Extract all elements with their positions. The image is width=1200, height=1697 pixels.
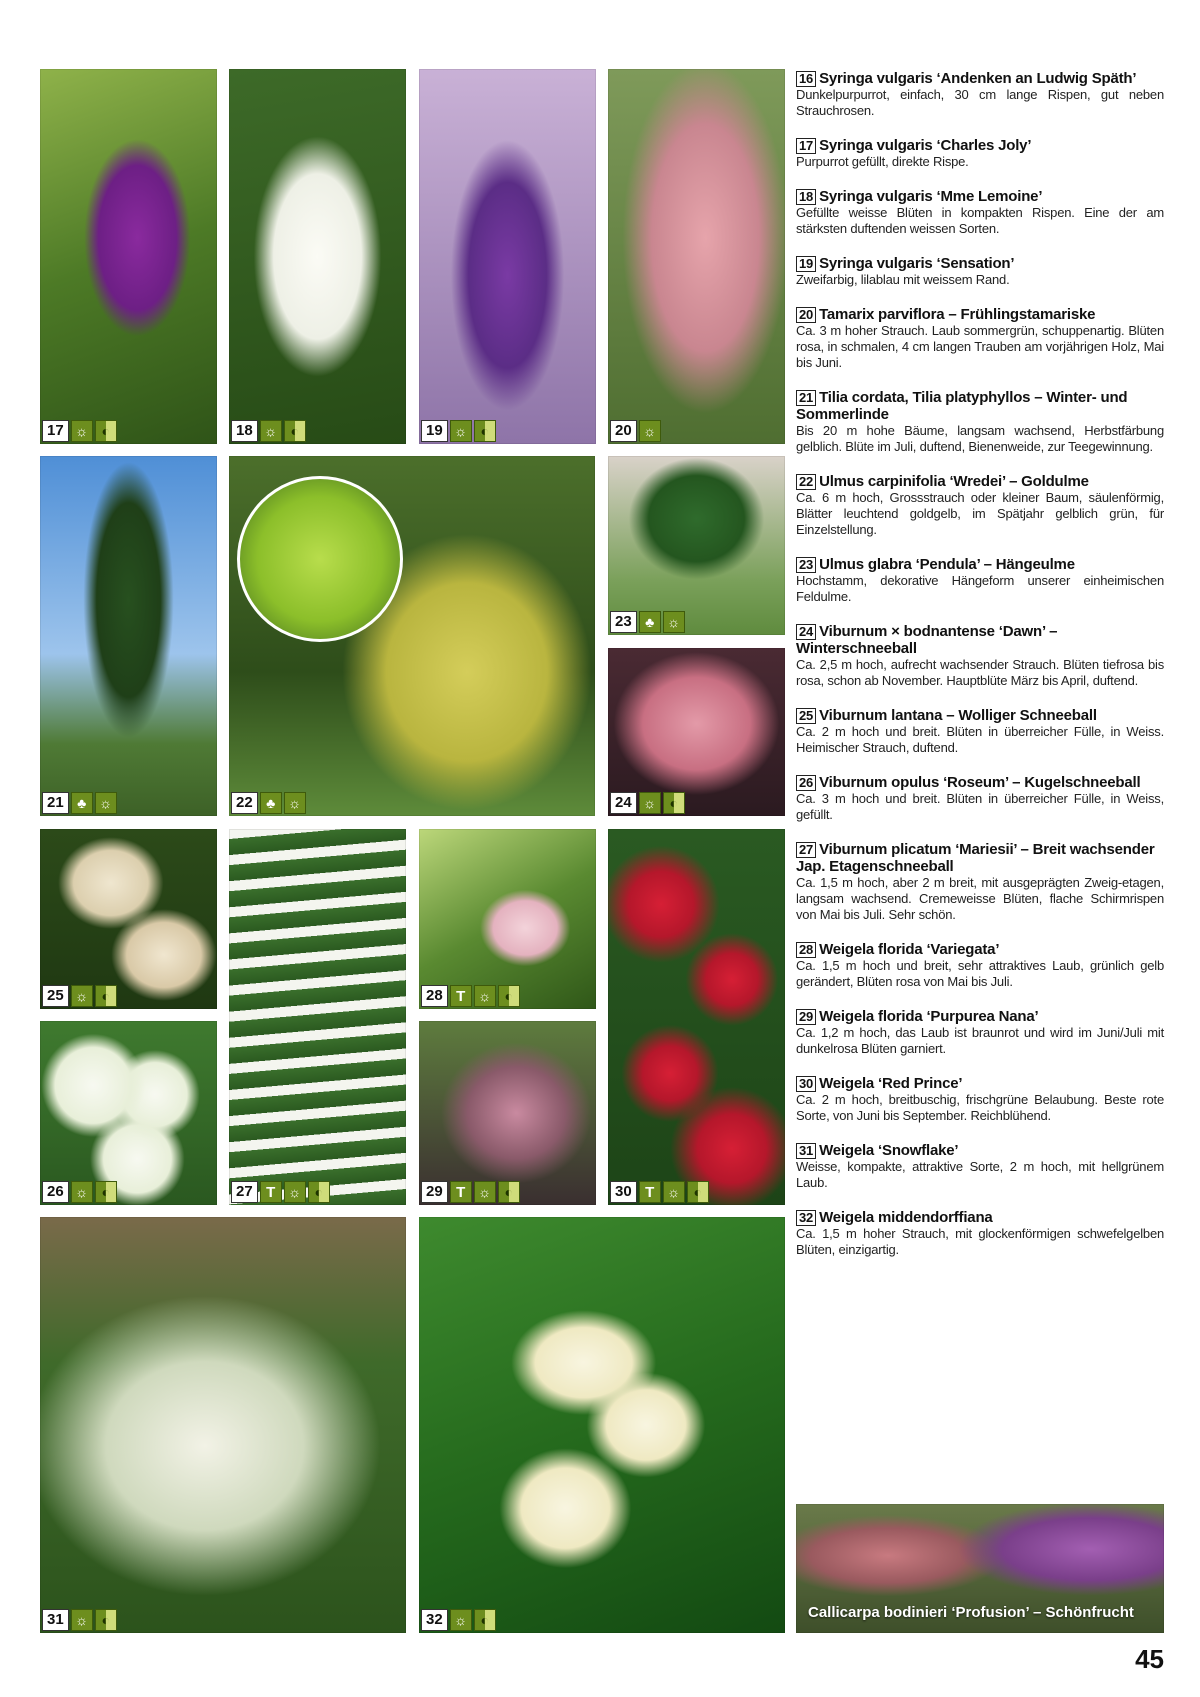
badge-group	[419, 983, 522, 1009]
badge-group	[229, 790, 308, 816]
plant-description: Gefüllte weisse Blüten in kompakten Rispen. Eine der am stärksten duftenden weissen Sorten.	[796, 205, 1164, 236]
plant-name: Tamarix parviflora – Frühlingstamariske	[819, 306, 1096, 323]
plant-title	[796, 623, 1164, 657]
plant-description: Ca. 1,2 m hoch, das Laub ist braunrot und wird im Juni/Juli mit dunkelrosa Blüten garniert.	[796, 1025, 1164, 1056]
plant-name: Tilia cordata, Tilia platyphyllos – Winter- und Sommerlinde	[796, 389, 1128, 423]
plant-name: Viburnum opulus ‘Roseum’ – Kugelschneeball	[819, 774, 1141, 791]
photo-24	[608, 648, 785, 816]
plant-name: Syringa vulgaris ‘Andenken an Ludwig Späth’	[819, 70, 1137, 87]
plant-descriptions	[796, 70, 1164, 1276]
plant-title	[796, 137, 1164, 154]
plant-title	[796, 1209, 1164, 1226]
plant-title	[796, 941, 1164, 958]
badge-group	[608, 418, 663, 444]
plant-name: Viburnum lantana – Wolliger Schneeball	[819, 707, 1097, 724]
plant-name: Weigela middendorffiana	[819, 1209, 993, 1226]
badge-group	[608, 1179, 711, 1205]
tree-icon: ♣	[260, 792, 282, 814]
plant-number: 27	[796, 842, 816, 858]
photo-callicarpa	[796, 1504, 1164, 1633]
half-shade-icon: ◐	[498, 1181, 520, 1203]
plant-title	[796, 1075, 1164, 1092]
sun-icon: ☼	[71, 985, 93, 1007]
half-shade-icon: ◐	[474, 420, 496, 442]
plant-number: 17	[796, 138, 816, 154]
plant-description: Ca. 3 m hoher Strauch. Laub sommergrün, schuppenartig. Blüten rosa, in schmalen, 4 cm langen Trauben am vorjährigen Holz, Mai bis Juni.	[796, 323, 1164, 370]
plant-title	[796, 1142, 1164, 1159]
plant-title	[796, 70, 1164, 87]
plant-entry	[796, 1209, 1164, 1258]
plant-entry	[796, 774, 1164, 823]
plant-entry	[796, 1142, 1164, 1191]
badge-group	[419, 1607, 498, 1633]
badge-group	[419, 1179, 522, 1205]
sun-icon: ☼	[639, 420, 661, 442]
plant-name: Ulmus carpinifolia ‘Wredei’ – Goldulme	[819, 473, 1089, 490]
plant-description: Ca. 3 m hoch und breit. Blüten in überreicher Fülle, in Weiss, gefüllt.	[796, 791, 1164, 822]
plant-entry	[796, 1075, 1164, 1124]
photo-number: 18	[231, 420, 258, 442]
plant-title	[796, 473, 1164, 490]
plant-name: Ulmus glabra ‘Pendula’ – Hängeulme	[819, 556, 1075, 573]
plant-name: Weigela ‘Red Prince’	[819, 1075, 963, 1092]
sun-icon: ☼	[639, 792, 661, 814]
photo-31	[40, 1217, 406, 1633]
badge-group	[40, 983, 119, 1009]
photo-18	[229, 69, 406, 444]
t-icon: T	[639, 1181, 661, 1203]
badge-group	[608, 609, 687, 635]
photo-30	[608, 829, 785, 1205]
plant-name: Syringa vulgaris ‘Sensation’	[819, 255, 1015, 272]
plant-title	[796, 255, 1164, 272]
half-shade-icon: ◐	[498, 985, 520, 1007]
photo-caption: Callicarpa bodinieri ‘Profusion’ – Schönfrucht	[808, 1604, 1134, 1621]
plant-entry	[796, 389, 1164, 455]
badge-group	[40, 790, 119, 816]
plant-number: 18	[796, 189, 816, 205]
photo-19	[419, 69, 596, 444]
photo-17	[40, 69, 217, 444]
plant-title	[796, 1008, 1164, 1025]
photo-number: 28	[421, 985, 448, 1007]
half-shade-icon: ◐	[284, 420, 306, 442]
plant-description: Weisse, kompakte, attraktive Sorte, 2 m hoch, mit hellgrünem Laub.	[796, 1159, 1164, 1190]
plant-title	[796, 774, 1164, 791]
plant-description: Purpurrot gefüllt, direkte Rispe.	[796, 154, 969, 169]
plant-entry	[796, 623, 1164, 689]
plant-entry	[796, 188, 1164, 237]
plant-number: 30	[796, 1076, 816, 1092]
plant-number: 25	[796, 708, 816, 724]
badge-group	[608, 790, 687, 816]
plant-description: Ca. 2,5 m hoch, aufrecht wachsender Strauch. Blüten tiefrosa bis rosa, schon ab November. Hauptblüte März bis April, duftend.	[796, 657, 1164, 688]
photo-number: 22	[231, 792, 258, 814]
sun-icon: ☼	[474, 1181, 496, 1203]
photo-number: 20	[610, 420, 637, 442]
plant-number: 21	[796, 390, 816, 406]
photo-27	[229, 829, 406, 1205]
sun-icon: ☼	[474, 985, 496, 1007]
half-shade-icon: ◐	[687, 1181, 709, 1203]
tree-icon: ♣	[639, 611, 661, 633]
photo-20	[608, 69, 785, 444]
photo-22	[229, 456, 595, 816]
photo-number: 29	[421, 1181, 448, 1203]
half-shade-icon: ◐	[95, 985, 117, 1007]
photo-number: 19	[421, 420, 448, 442]
plant-name: Syringa vulgaris ‘Charles Joly’	[819, 137, 1032, 154]
photo-28	[419, 829, 596, 1009]
t-icon: T	[260, 1181, 282, 1203]
plant-entry	[796, 841, 1164, 923]
photo-number: 26	[42, 1181, 69, 1203]
photo-number: 23	[610, 611, 637, 633]
plant-description: Dunkelpurpurrot, einfach, 30 cm lange Rispen, gut neben Strauchrosen.	[796, 87, 1164, 118]
plant-entry	[796, 707, 1164, 756]
half-shade-icon: ◐	[474, 1609, 496, 1631]
plant-name: Weigela ‘Snowflake’	[819, 1142, 959, 1159]
plant-description: Ca. 2 m hoch, breitbuschig, frischgrüne Belaubung. Beste rote Sorte, von Juni bis September. Reichblühend.	[796, 1092, 1164, 1123]
badge-group	[419, 418, 498, 444]
sun-icon: ☼	[284, 1181, 306, 1203]
plant-name: Syringa vulgaris ‘Mme Lemoine’	[819, 188, 1043, 205]
plant-title	[796, 389, 1164, 423]
plant-description: Ca. 2 m hoch und breit. Blüten in überreicher Fülle, in Weiss. Heimischer Strauch, duftend.	[796, 724, 1164, 755]
badge-group	[40, 1607, 119, 1633]
tree-icon: ♣	[71, 792, 93, 814]
plant-number: 28	[796, 942, 816, 958]
sun-icon: ☼	[284, 792, 306, 814]
plant-description: Bis 20 m hohe Bäume, langsam wachsend, Herbstfärbung gelblich. Blüte im Juli, duftend, Bienenweide, zur Teegewinnung.	[796, 423, 1164, 454]
photo-number: 27	[231, 1181, 258, 1203]
plant-entry	[796, 137, 1164, 170]
half-shade-icon: ◐	[663, 792, 685, 814]
plant-description: Ca. 1,5 m hoch, aber 2 m breit, mit ausgeprägten Zweig-etagen, langsam wachsend. Cremeweisse Blüten, flache Schirmrispen von Mai bis Juli. Sehr schön.	[796, 875, 1164, 922]
half-shade-icon: ◐	[308, 1181, 330, 1203]
photo-number: 24	[610, 792, 637, 814]
page-number: 45	[1135, 1644, 1164, 1674]
plant-number: 16	[796, 71, 816, 87]
photo-number: 17	[42, 420, 69, 442]
plant-number: 32	[796, 1210, 816, 1226]
plant-number: 31	[796, 1143, 816, 1159]
plant-description: Ca. 1,5 m hoher Strauch, mit glockenförmigen schwefelgelben Blüten, einzigartig.	[796, 1226, 1164, 1257]
plant-entry	[796, 941, 1164, 990]
badge-group	[229, 1179, 332, 1205]
plant-name: Viburnum × bodnantense ‘Dawn’ – Winterschneeball	[796, 623, 1058, 657]
plant-title	[796, 556, 1164, 573]
plant-number: 26	[796, 775, 816, 791]
half-shade-icon: ◐	[95, 1609, 117, 1631]
sun-icon: ☼	[71, 420, 93, 442]
plant-entry	[796, 473, 1164, 538]
photo-25	[40, 829, 217, 1009]
photo-number: 25	[42, 985, 69, 1007]
badge-group	[40, 1179, 119, 1205]
photo-21	[40, 456, 217, 816]
sun-icon: ☼	[450, 420, 472, 442]
photo-23	[608, 456, 785, 635]
half-shade-icon: ◐	[95, 420, 117, 442]
plant-entry	[796, 70, 1164, 119]
plant-title	[796, 841, 1164, 875]
plant-description: Zweifarbig, lilablau mit weissem Rand.	[796, 272, 1010, 287]
plant-description: Hochstamm, dekorative Hängeform unserer einheimischen Feldulme.	[796, 573, 1164, 604]
plant-number: 22	[796, 474, 816, 490]
plant-entry	[796, 1008, 1164, 1057]
plant-number: 24	[796, 624, 816, 640]
plant-number: 20	[796, 307, 816, 323]
sun-icon: ☼	[450, 1609, 472, 1631]
plant-entry	[796, 306, 1164, 371]
photo-32	[419, 1217, 785, 1633]
photo-29	[419, 1021, 596, 1205]
plant-title	[796, 188, 1164, 205]
t-icon: T	[450, 985, 472, 1007]
plant-number: 29	[796, 1009, 816, 1025]
plant-description: Ca. 6 m hoch, Grossstrauch oder kleiner Baum, säulenförmig, Blätter leuchtend goldgelb, im Spätjahr gelblich grün, für Einzelstellung.	[796, 490, 1164, 537]
plant-name: Weigela florida ‘Variegata’	[819, 941, 1000, 958]
sun-icon: ☼	[71, 1609, 93, 1631]
photo-number: 31	[42, 1609, 69, 1631]
badge-group	[229, 418, 308, 444]
photo-number: 30	[610, 1181, 637, 1203]
plant-title	[796, 707, 1164, 724]
sun-icon: ☼	[260, 420, 282, 442]
sun-icon: ☼	[71, 1181, 93, 1203]
plant-entry	[796, 556, 1164, 605]
plant-number: 23	[796, 557, 816, 573]
plant-title	[796, 306, 1164, 323]
photo-26	[40, 1021, 217, 1205]
half-shade-icon: ◐	[95, 1181, 117, 1203]
photo-number: 32	[421, 1609, 448, 1631]
plant-number: 19	[796, 256, 816, 272]
leaf-detail-inset	[237, 476, 403, 642]
t-icon: T	[450, 1181, 472, 1203]
sun-icon: ☼	[663, 611, 685, 633]
plant-entry	[796, 255, 1164, 288]
plant-name: Weigela florida ‘Purpurea Nana’	[819, 1008, 1039, 1025]
plant-name: Viburnum plicatum ‘Mariesii’ – Breit wachsender Jap. Etagenschneeball	[796, 841, 1155, 875]
plant-description: Ca. 1,5 m hoch und breit, sehr attraktives Laub, grünlich gelb gerändert, Blüten rosa von Mai bis Juli.	[796, 958, 1164, 989]
sun-icon: ☼	[95, 792, 117, 814]
sun-icon: ☼	[663, 1181, 685, 1203]
badge-group	[40, 418, 119, 444]
photo-number: 21	[42, 792, 69, 814]
